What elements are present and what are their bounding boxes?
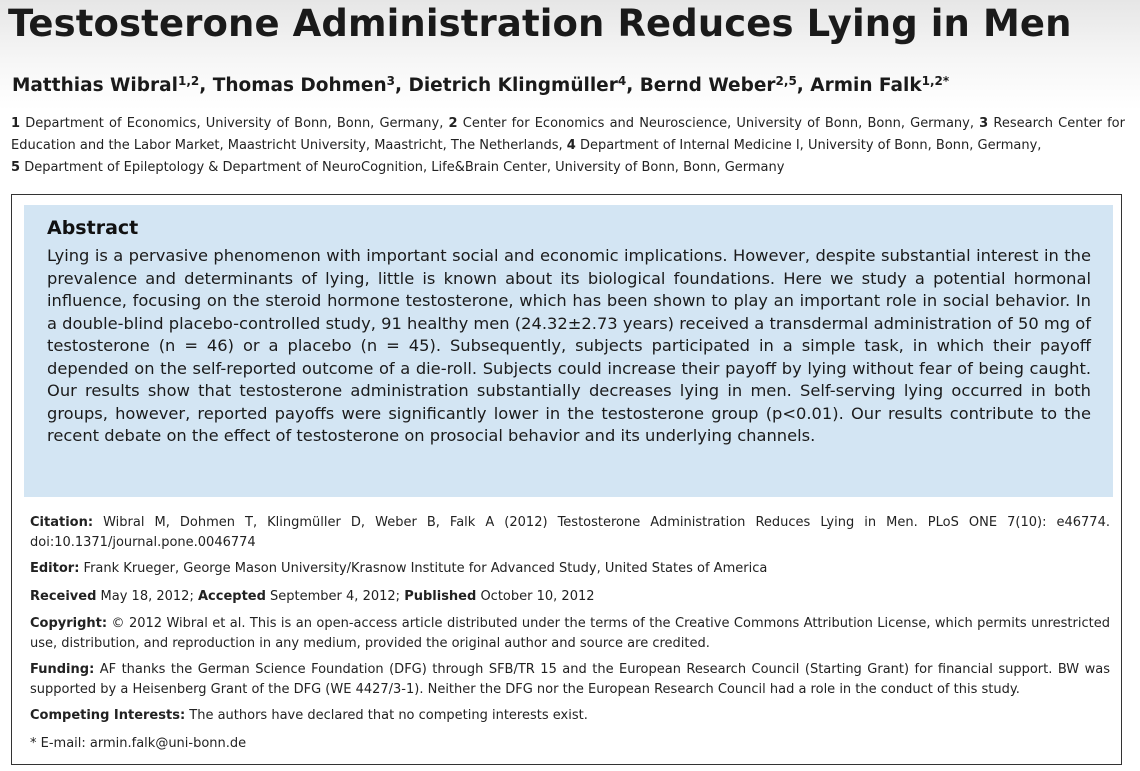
citation-label: Citation:	[30, 515, 94, 530]
author-affiliation-marker: 3	[386, 74, 396, 88]
citation	[30, 513, 1110, 553]
author-name[interactable]: Matthias Wibral	[12, 75, 178, 96]
publication-dates	[30, 587, 1110, 607]
affiliation-text: Department of Economics, University of Bonn, Bonn, Germany,	[25, 116, 444, 131]
corresponding-email[interactable]: * E-mail: armin.falk@uni-bonn.de	[30, 736, 247, 751]
received-label: Received	[30, 589, 97, 604]
author-list: Matthias Wibral$^{1,2}$, Thomas Dohmen$^3$, Dietrich Klingmüller$^4$, Bernd Weber$^{2,5}$, Armin Falk$^{1,2*}$	[12, 74, 950, 96]
author-name[interactable]: Dietrich Klingmüller	[408, 75, 618, 96]
abstract-text: Lying is a pervasive phenomenon with important social and economic implications. However, despite substantial interest in the prevalence and determinants of lying, little is known about its biological foundations. Here we study a potential hormonal influence, focusing on the steroid hormone testosterone, which has been shown to play an important role in social behavior. In a double-blind placebo-controlled study, 91 healthy men (24.32±2.73 years) received a transdermal administration of 50 mg of testosterone (n = 46) or a placebo (n = 45). Subsequently, subjects participated in a simple task, in which their payoff depended on the self-reported outcome of a die-roll. Subjects could increase their payoff by lying without fear of being caught. Our results show that testosterone administration substantially decreases lying in men. Self-serving lying occurred in both groups, however, reported payoffs were significantly lower in the testosterone group (p<0.01). Our results contribute to the recent debate on the effect of testosterone on prosocial behavior and its underlying channels.	[47, 246, 1091, 445]
funding-label: Funding:	[30, 662, 95, 677]
editor-label: Editor:	[30, 561, 80, 576]
affiliation-text: Research Center for Education and the Labor Market, Maastricht University, Maastricht, The Netherlands,	[11, 116, 1125, 153]
abstract-heading: Abstract	[47, 217, 139, 239]
published-label: Published	[404, 589, 477, 604]
affiliation-text: Department of Internal Medicine I, University of Bonn, Bonn, Germany,	[579, 138, 1042, 153]
affiliation-number: 2	[448, 116, 458, 131]
received-date: May 18, 2012;	[100, 589, 194, 604]
affiliation-number: 5	[11, 160, 21, 175]
competing-text: The authors have declared that no competing interests exist.	[189, 708, 588, 723]
editor	[30, 559, 1110, 579]
author-affiliation-marker: 2,5	[775, 74, 797, 88]
competing-interests	[30, 706, 1110, 726]
funding-text: AF thanks the German Science Foundation (DFG) through SFB/TR 15 and the European Research Council (Starting Grant) for financial support. BW was supported by a Heisenberg Grant of the DFG (WE 4427/3-1). Neither the DFG nor the European Research Council had a role in the conduct of this study.	[30, 662, 1110, 697]
accepted-label: Accepted	[197, 589, 266, 604]
article-info-box	[11, 194, 1122, 765]
accepted-date: September 4, 2012;	[270, 589, 401, 604]
funding	[30, 660, 1110, 700]
affiliations	[11, 113, 1125, 179]
affiliation-number: 4	[566, 138, 576, 153]
author-affiliation-marker: 1,2*	[921, 74, 950, 88]
copyright-label: Copyright:	[30, 616, 108, 631]
abstract-panel	[24, 205, 1113, 497]
author-name[interactable]: Thomas Dohmen	[212, 75, 387, 96]
competing-label: Competing Interests:	[30, 708, 186, 723]
copyright-text: © 2012 Wibral et al. This is an open-access article distributed under the terms of the Creative Commons Attribution License, which permits unrestricted use, distribution, and reproduction in any medium, provided the original author and source are credited.	[30, 616, 1110, 651]
affiliation-text: Center for Economics and Neuroscience, University of Bonn, Bonn, Germany,	[462, 116, 974, 131]
editor-text: Frank Krueger, George Mason University/Krasnow Institute for Advanced Study, United States of America	[83, 561, 768, 576]
affiliation-number: 3	[979, 116, 989, 131]
affiliation-number: 1	[11, 116, 21, 131]
affiliation-text: Department of Epileptology & Department of NeuroCognition, Life&Brain Center, University of Bonn, Bonn, Germany	[24, 160, 785, 175]
author-name[interactable]: Bernd Weber	[639, 75, 776, 96]
author-affiliation-marker: 4	[617, 74, 627, 88]
published-date: October 10, 2012	[480, 589, 595, 604]
paper-title: Testosterone Administration Reduces Lying in Men	[8, 2, 1072, 45]
author-name[interactable]: Armin Falk	[810, 75, 922, 96]
copyright	[30, 614, 1110, 654]
citation-text[interactable]: Wibral M, Dohmen T, Klingmüller D, Weber B, Falk A (2012) Testosterone Administration Reduces Lying in Men. PLoS ONE 7(10): e46774. doi:10.1371/journal.pone.0046774	[30, 515, 1110, 550]
author-affiliation-marker: 1,2	[177, 74, 200, 88]
